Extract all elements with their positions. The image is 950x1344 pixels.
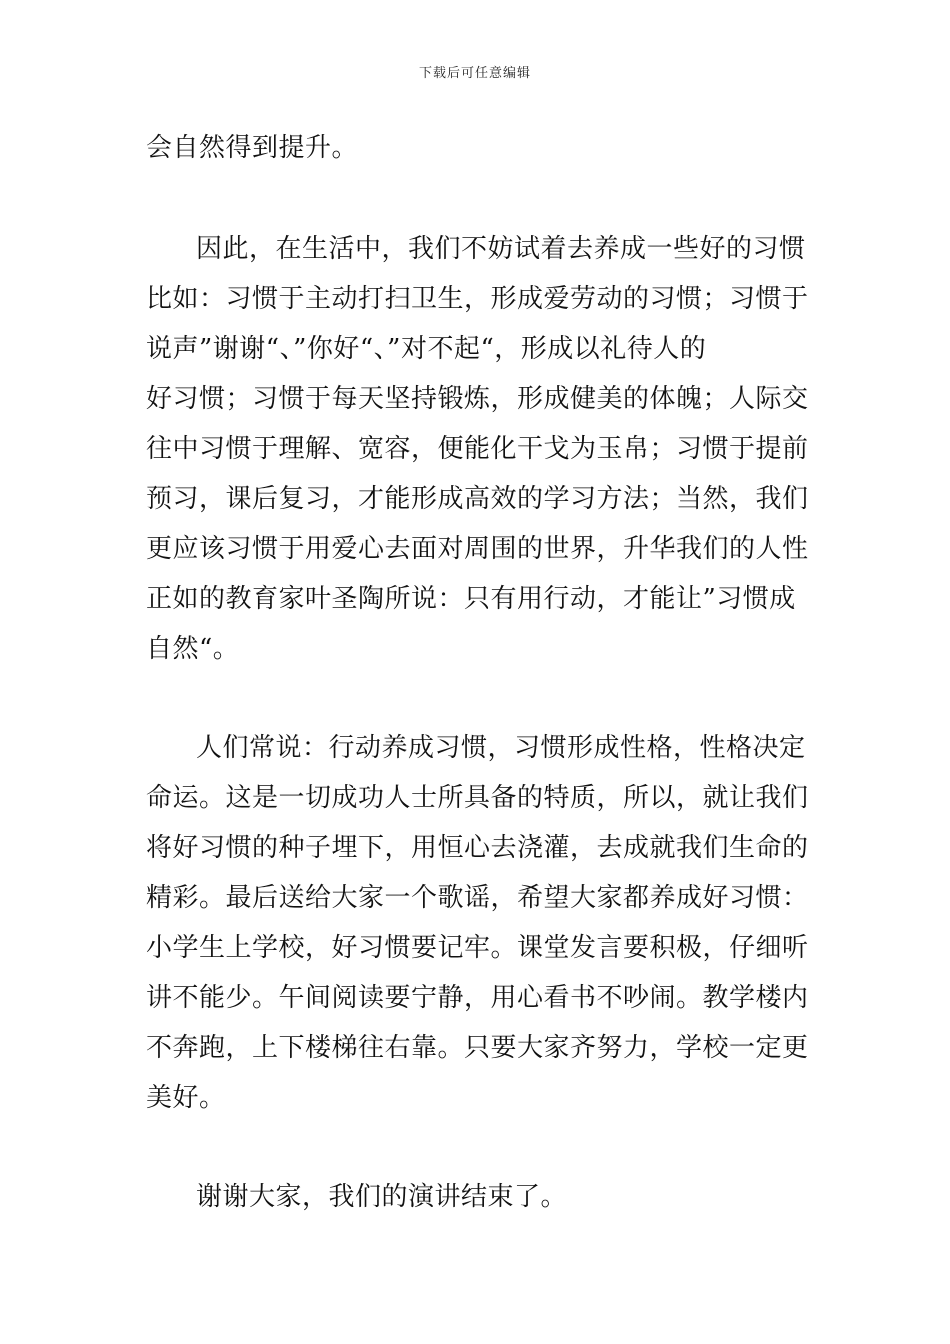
paragraph-line: 预习，课后复习，才能形成高效的学习方法；当然，我们 — [146, 484, 809, 514]
paragraph-line: 不奔跑，上下楼梯往右靠。只要大家齐努力，学校一定更 — [146, 1033, 809, 1063]
paragraph-line: 精彩。最后送给大家一个歌谣，希望大家都养成好习惯： — [146, 883, 809, 913]
paragraph-line: 小学生上学校，好习惯要记牢。课堂发言要积极，仔细听 — [146, 933, 809, 963]
paragraph-line: 将好习惯的种子埋下，用恒心去浇灌，去成就我们生命的 — [146, 833, 809, 863]
paragraph-line: 好习惯；习惯于每天坚持锻炼，形成健美的体魄；人际交 — [146, 384, 809, 414]
paragraph-line: 谢谢大家，我们的演讲结束了。 — [196, 1182, 568, 1212]
paragraph-line: 自然“。 — [146, 634, 240, 664]
paragraph-line: 会自然得到提升。 — [146, 133, 359, 163]
paragraph-line: 人们常说：行动养成习惯，习惯形成性格，性格决定 — [196, 733, 806, 763]
paragraph-line: 往中习惯于理解、宽容，便能化干戈为玉帛；习惯于提前 — [146, 434, 809, 464]
paragraph-line: 讲不能少。午间阅读要宁静，用心看书不吵闹。教学楼内 — [146, 983, 809, 1013]
paragraph-line: 比如：习惯于主动打扫卫生，形成爱劳动的习惯；习惯于 — [146, 284, 809, 314]
paragraph-line: 更应该习惯于用爱心去面对周围的世界，升华我们的人性 — [146, 534, 809, 564]
paragraph-line: 说声”谢谢“、”你好“、”对不起“，形成以礼待人的 — [146, 334, 707, 364]
page-header: 下载后可任意编辑 — [418, 66, 531, 81]
paragraph-line: 命运。这是一切成功人士所具备的特质，所以，就让我们 — [146, 783, 809, 813]
paragraph-line: 正如的教育家叶圣陶所说：只有用行动，才能让”习惯成 — [146, 584, 796, 614]
paragraph-line: 因此，在生活中，我们不妨试着去养成一些好的习惯 — [196, 234, 806, 264]
paragraph-line: 美好。 — [146, 1083, 226, 1113]
